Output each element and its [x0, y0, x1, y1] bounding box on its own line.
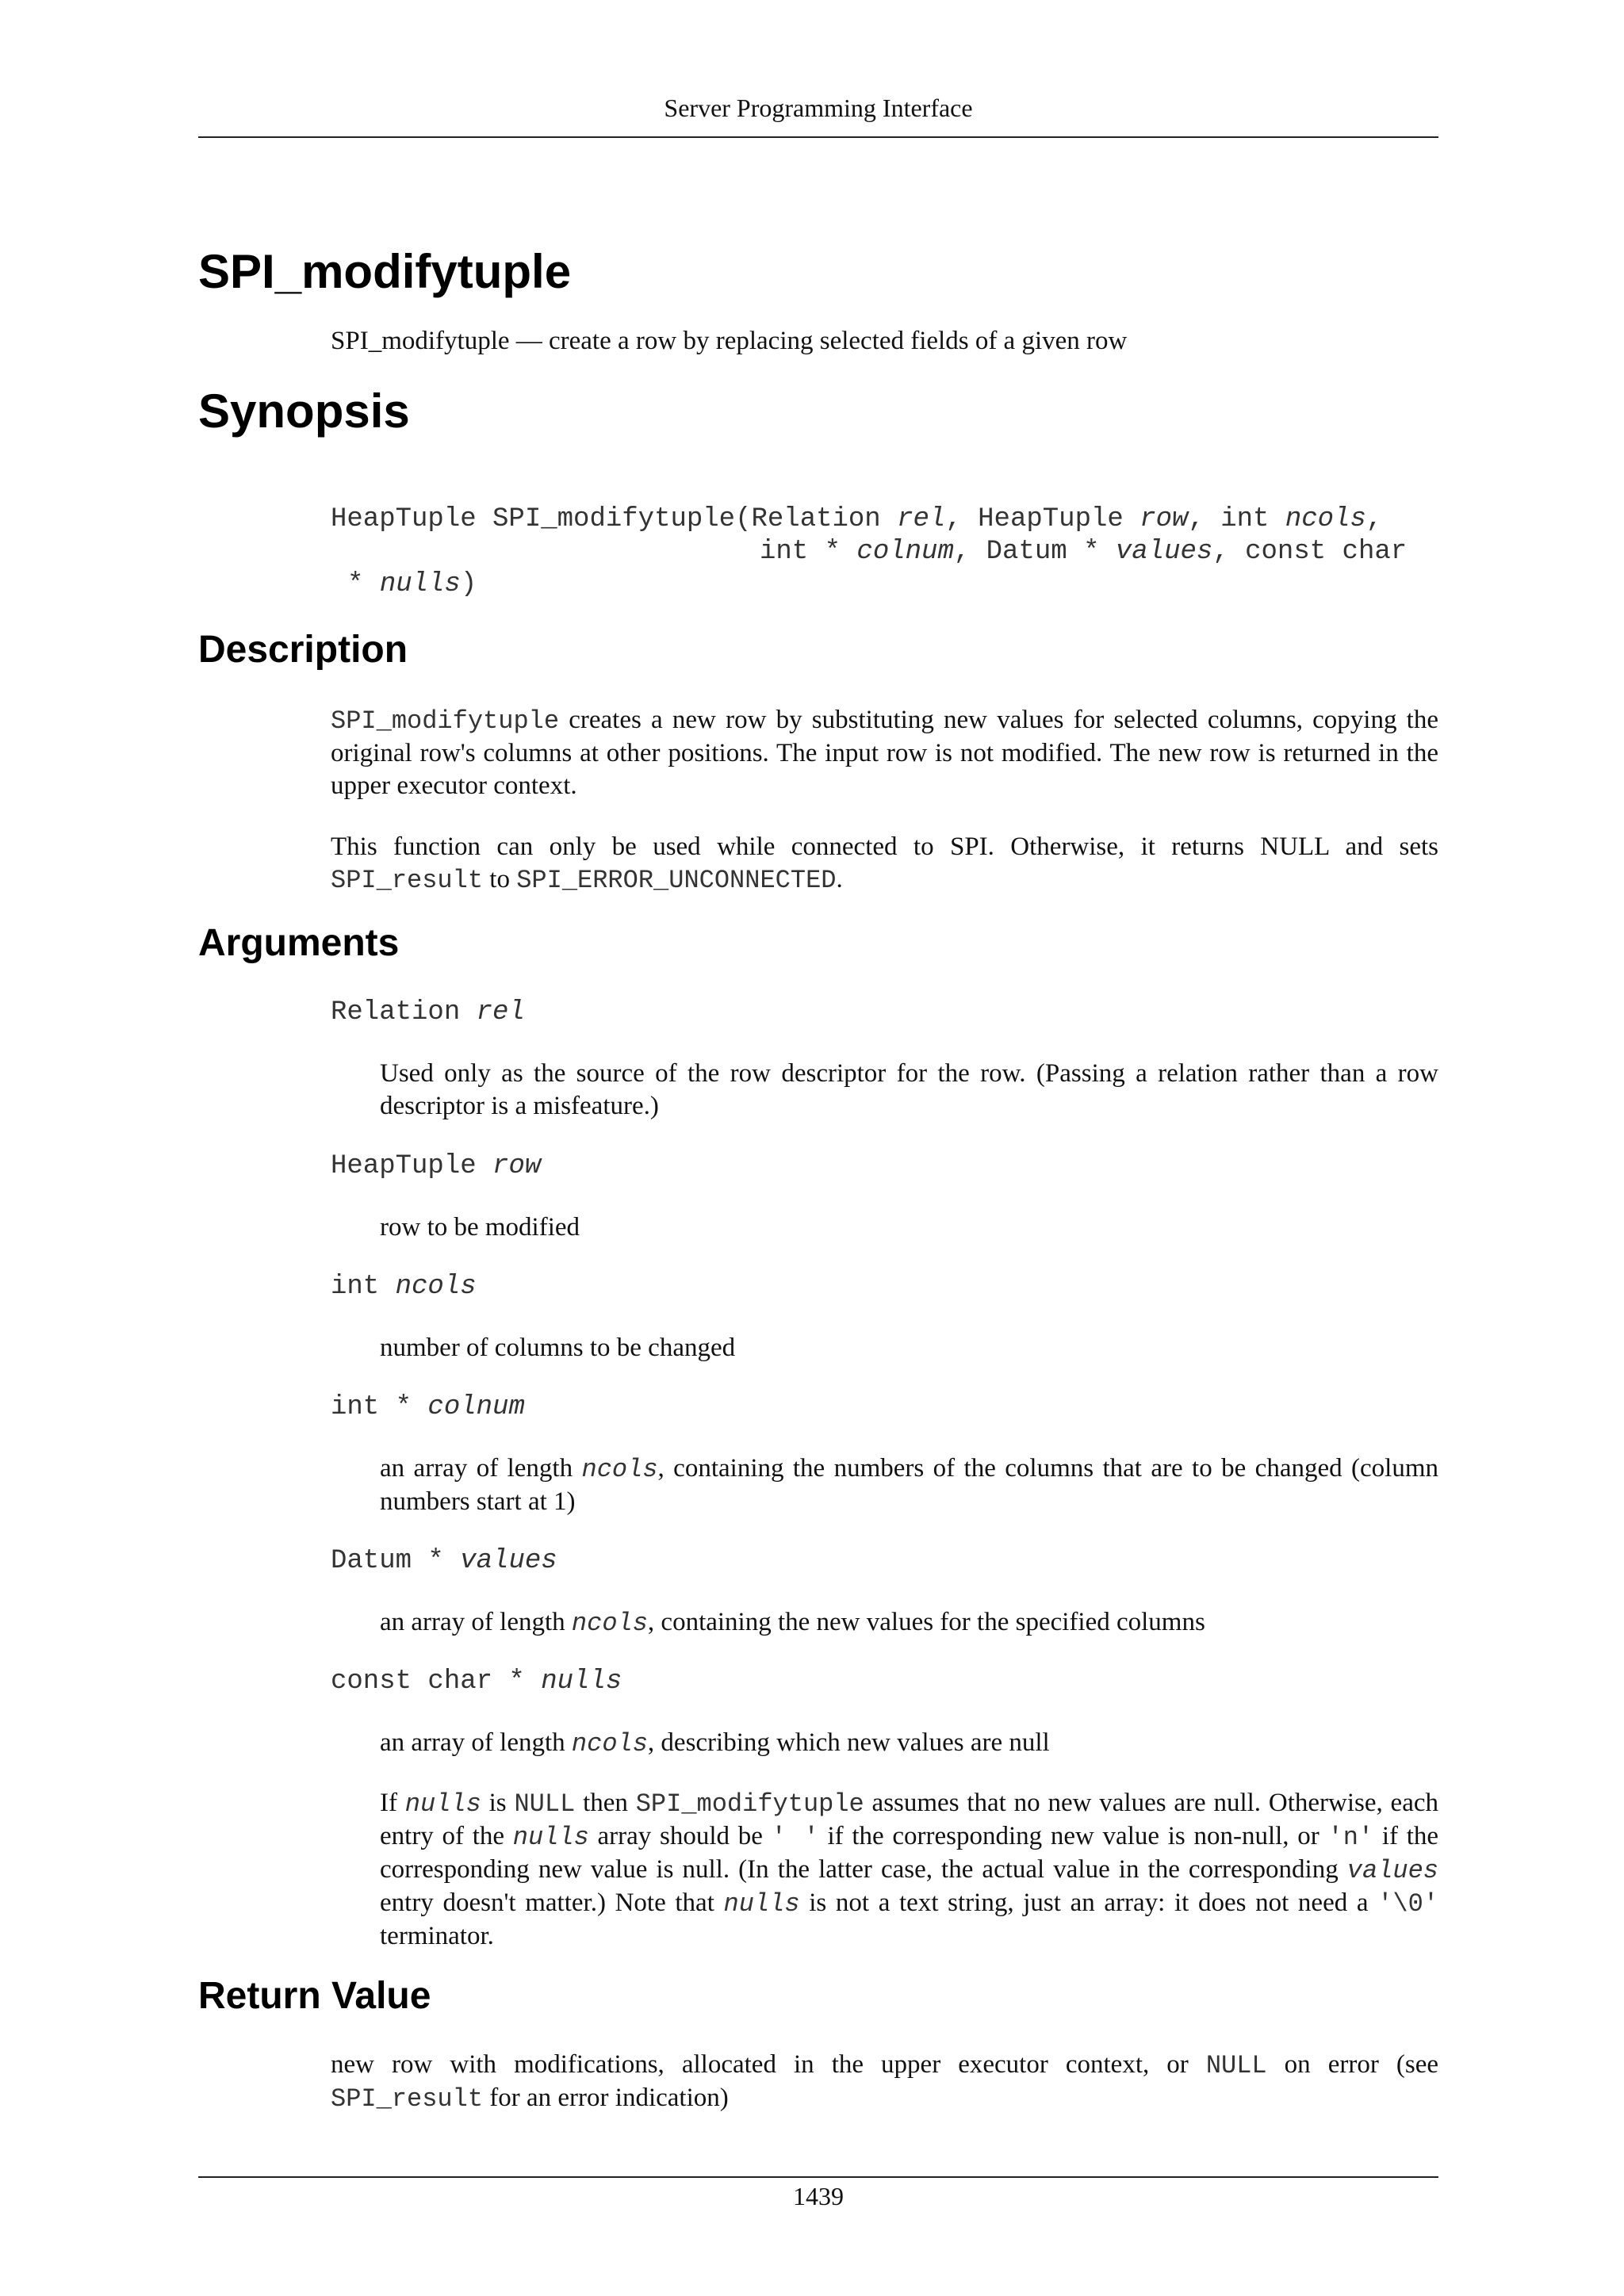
argument-nulls-note: If nulls is NULL then SPI_modifytuple assumes that no new values are null. Otherwise, each entry of the nulls array should be ' ' if the corresponding new value is non-null, or 'n' if the corresponding new value is null. (In the latter case, the actual value in the corresponding values entry doesn't matter.) Note that nulls is not a text string, just an array: it does not need a '\0' terminator. [380, 1789, 1439, 1950]
argument-row-description: row to be modified [380, 1213, 580, 1242]
argument-values-term: Datum * values [331, 1546, 557, 1576]
description-paragraph-1: SPI_modifytuple creates a new row by substituting new values for selected columns, copying the original row's columns at other positions. The input row is not modified. The new row is returned in the upper executor context. [331, 706, 1438, 800]
description-heading: Description [198, 629, 408, 671]
running-header: Server Programming Interface [664, 94, 973, 122]
argument-rel-description: Used only as the source of the row descriptor for the row. (Passing a relation rather than a row descriptor is a misfeature.) [380, 1059, 1438, 1120]
page-number: 1439 [793, 2182, 844, 2210]
argument-values-description: an array of length ncols, containing the new values for the specified columns [380, 1608, 1205, 1638]
description-paragraph-2: This function can only be used while connected to SPI. Otherwise, it returns NULL and sets SPI_result to SPI_ERROR_UNCONNECTED. [331, 832, 1438, 895]
argument-ncols-term: int ncols [331, 1272, 477, 1302]
refentry-purpose: SPI_modifytuple — create a row by replacing selected fields of a given row [331, 327, 1128, 355]
refentry-title: SPI_modifytuple [198, 245, 572, 298]
argument-ncols-description: number of columns to be changed [380, 1334, 736, 1362]
argument-colnum-description: an array of length ncols, containing the numbers of the columns that are to be changed (column numbers start at 1) [380, 1454, 1438, 1516]
argument-rel-term: Relation rel [331, 997, 525, 1027]
argument-row-term: HeapTuple row [331, 1151, 542, 1181]
synopsis-heading: Synopsis [198, 385, 410, 438]
footer-rule [198, 2176, 1438, 2178]
arguments-heading: Arguments [198, 922, 400, 964]
synopsis-line-2: int * colnum, Datum * values, const char [760, 537, 1408, 567]
argument-nulls-description: an array of length ncols, describing which new values are null [380, 1728, 1050, 1758]
argument-colnum-term: int * colnum [331, 1392, 525, 1422]
header-rule [198, 136, 1438, 138]
return-value-text: new row with modifications, allocated in the upper executor context, or NULL on error (see SPI_result for an error indication) [331, 2050, 1438, 2114]
synopsis-line-3: * nulls) [347, 569, 477, 599]
argument-nulls-term: const char * nulls [331, 1667, 622, 1697]
return-value-heading: Return Value [198, 1975, 431, 2017]
synopsis-line-1: HeapTuple SPI_modifytuple(Relation rel, HeapTuple row, int ncols, [331, 504, 1383, 534]
